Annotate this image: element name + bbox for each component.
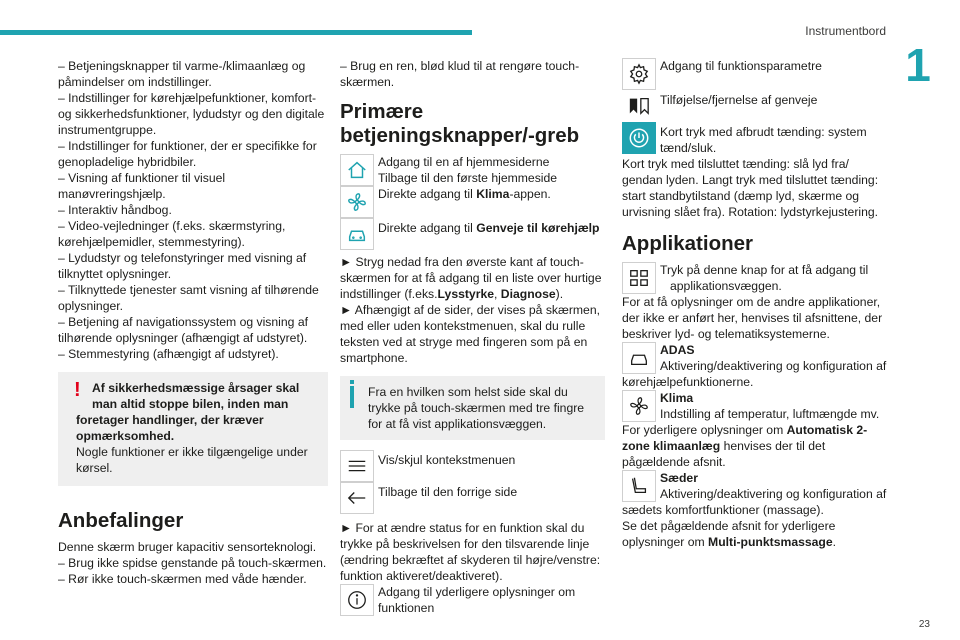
warning-text: Af sikkerhedsmæssige årsager skal [92, 381, 300, 395]
apps-description: Tryk på denne knap for at få adgang til [660, 263, 869, 277]
back-arrow-icon [340, 482, 374, 514]
saeder-description: sædets komfortfunktioner (massage). [622, 503, 824, 517]
header-accent-bar [0, 30, 472, 35]
anbefalinger-intro: Denne skærm bruger kapacitiv sensorteknologi. [58, 540, 317, 554]
adas-title: ADAS [660, 343, 695, 357]
klima-description: Indstilling af temperatur, luftmængde mv. [660, 407, 880, 421]
klima-row [622, 390, 890, 422]
title-line: betjeningsknapper/-greb [340, 124, 580, 147]
column-left [58, 58, 328, 587]
list-item: – Interaktiv håndbog. [58, 203, 172, 217]
info-description: Adgang til yderligere oplysninger om funktionen [378, 585, 576, 615]
list-item: – Indstillinger for funktioner, der er specifikke for genopladelige hybridbiler. [58, 139, 317, 169]
apps-grid-icon [622, 262, 656, 294]
adas-row [622, 342, 890, 374]
apps-description: applikationsvæggen. [670, 279, 782, 293]
power-description: Kort tryk med afbrudt tænding: system [660, 125, 867, 139]
scroll-instruction: ► Afhængigt af de sider, der vises på skærmen, med eller uden kontekstmenuen, skal du rulle teksten ved at stryge med fingeren som på en smartphone. [340, 303, 601, 365]
bookmark-row [622, 90, 890, 122]
feature-list [58, 58, 328, 362]
power-description: tænd/sluk. [660, 141, 717, 155]
page-number: 23 [918, 619, 930, 630]
warning-note: Nogle funktioner er ikke tilgængelige under kørsel. [76, 445, 308, 475]
list-item: – Video-vejledninger (f.eks. skærmstyring, kørehjælpemidler, stemmestyring). [58, 219, 286, 249]
apps-row [622, 262, 890, 294]
power-row [622, 122, 890, 156]
list-item: – Indstillinger for kørehjælpefunktioner, komfort- og sikkerhedsfunktioner, lydudstyr og den digitale instrumentgruppe. [58, 91, 325, 137]
list-item: – Lydudstyr og telefonstyringer med visning af tilknyttet oplysninger. [58, 251, 307, 281]
home-description: Adgang til en af hjemmesiderne [378, 155, 550, 169]
saeder-description: Aktivering/deaktivering og konfiguration af [660, 487, 887, 501]
column-right [622, 58, 890, 550]
menu-description: Vis/skjul kontekstmenuen [378, 453, 516, 467]
seat-icon [622, 470, 656, 502]
info-text: Fra en hvilken som helst side skal du trykke på touch-skærmen med tre fingre for at få vist applikationsvæggen. [368, 385, 585, 431]
bookmark-description: Tilføjelse/fjernelse af genveje [660, 93, 818, 107]
header-title: Instrumentbord [805, 24, 886, 38]
menu-icon [340, 450, 374, 482]
list-item: – Brug ikke spidse genstande på touch-skærmen. [58, 556, 327, 570]
warning-text: opmærksomhed. [76, 429, 175, 443]
gear-icon [622, 58, 656, 90]
genvej-description: Direkte adgang til Genveje til kørehjælp [378, 221, 600, 235]
list-item: – Betjening af navigationssystem og visning af tilhørende oplysninger (afhængigt af udstyret). [58, 315, 308, 345]
safety-warning-box [58, 372, 328, 486]
back-description: Tilbage til den forrige side [378, 485, 518, 499]
chapter-number: 1 [905, 39, 931, 91]
list-item: – Betjeningsknapper til varme-/klimaanlæg og påmindelser om indstillinger. [58, 59, 306, 89]
swipe-instruction: ► Stryg nedad fra den øverste kant af touch-skærmen for at få adgang til en liste over hurtige indstillinger (f.eks.Lysstyrke, Diagnose). [340, 255, 602, 301]
status-instruction: ► For at ændre status for en funktion skal du trykke på beskrivelsen for den tilsvarende linje (ændring bekræftet af skyderen til højre/venstre: funktion aktiveret/deaktiveret). [340, 521, 601, 583]
car-icon [622, 342, 656, 374]
home-description: Tilbage til den første hjemmeside [378, 171, 558, 185]
list-item: – Visning af funktioner til visuel manøvreringshjælp. [58, 171, 226, 201]
saeder-row [622, 470, 890, 502]
section-title-anbefalinger: Anbefalinger [58, 509, 184, 532]
section-title-primaere [340, 100, 605, 148]
menu-row [340, 450, 605, 482]
section-title-applikationer: Applikationer [622, 232, 753, 255]
info-icon [340, 584, 374, 616]
car-icon [340, 218, 374, 250]
warning-exclamation-icon: ! [74, 379, 81, 401]
info-i-icon [350, 386, 354, 408]
apps-details: For at få oplysninger om de andre applikationer, der ikke er anført her, henvises til afsnittene, der beskriver lyd- og telematiksystemerne. [622, 295, 883, 341]
adas-description: Aktivering/deaktivering og konfiguration af [660, 359, 887, 373]
cleaning-note: – Brug en ren, blød klud til at rengøre touch-skærmen. [340, 59, 580, 89]
warning-text: foretager handlinger, der kræver [76, 413, 264, 427]
fan-icon [340, 186, 374, 218]
list-item: – Stemmestyring (afhængigt af udstyret). [58, 347, 279, 361]
settings-description: Adgang til funktionsparametre [660, 59, 822, 73]
power-icon [622, 122, 656, 154]
saeder-details: Se det pågældende afsnit for yderligere oplysninger om Multi-punktsmassage. [622, 519, 837, 549]
warning-text: man altid stoppe bilen, inden man [92, 397, 289, 411]
settings-row [622, 58, 890, 90]
info-row [340, 584, 605, 616]
power-details: Kort tryk med tilsluttet tænding: slå lyd fra/ gendan lyden. Langt tryk med tilsluttet tænding: start standbytilstand (dæmp lyd, skærme og urvisning slået fra). Rotation: lydstyrkejustering. [622, 157, 879, 219]
bookmark-icon [622, 90, 656, 122]
home-row [340, 154, 605, 218]
saeder-title: Sæder [660, 471, 698, 485]
title-line: Primære [340, 100, 424, 123]
info-box [340, 376, 605, 440]
klima-title: Klima [660, 391, 694, 405]
back-row [340, 482, 605, 514]
column-middle [340, 58, 605, 616]
klima-details: For yderligere oplysninger om Automatisk 2-zone klimaanlæg henvises der til det pågældende afsnit. [622, 423, 868, 469]
klima-description: Direkte adgang til Klima-appen. [378, 187, 551, 201]
list-item: – Tilknyttede tjenester samt visning af tilhørende oplysninger. [58, 283, 319, 313]
adas-description: kørehjælpefunktionerne. [622, 375, 754, 389]
home-icon [340, 154, 374, 186]
list-item: – Rør ikke touch-skærmen med våde hænder. [58, 572, 307, 586]
fan-icon [622, 390, 656, 422]
genvej-row [340, 218, 605, 250]
